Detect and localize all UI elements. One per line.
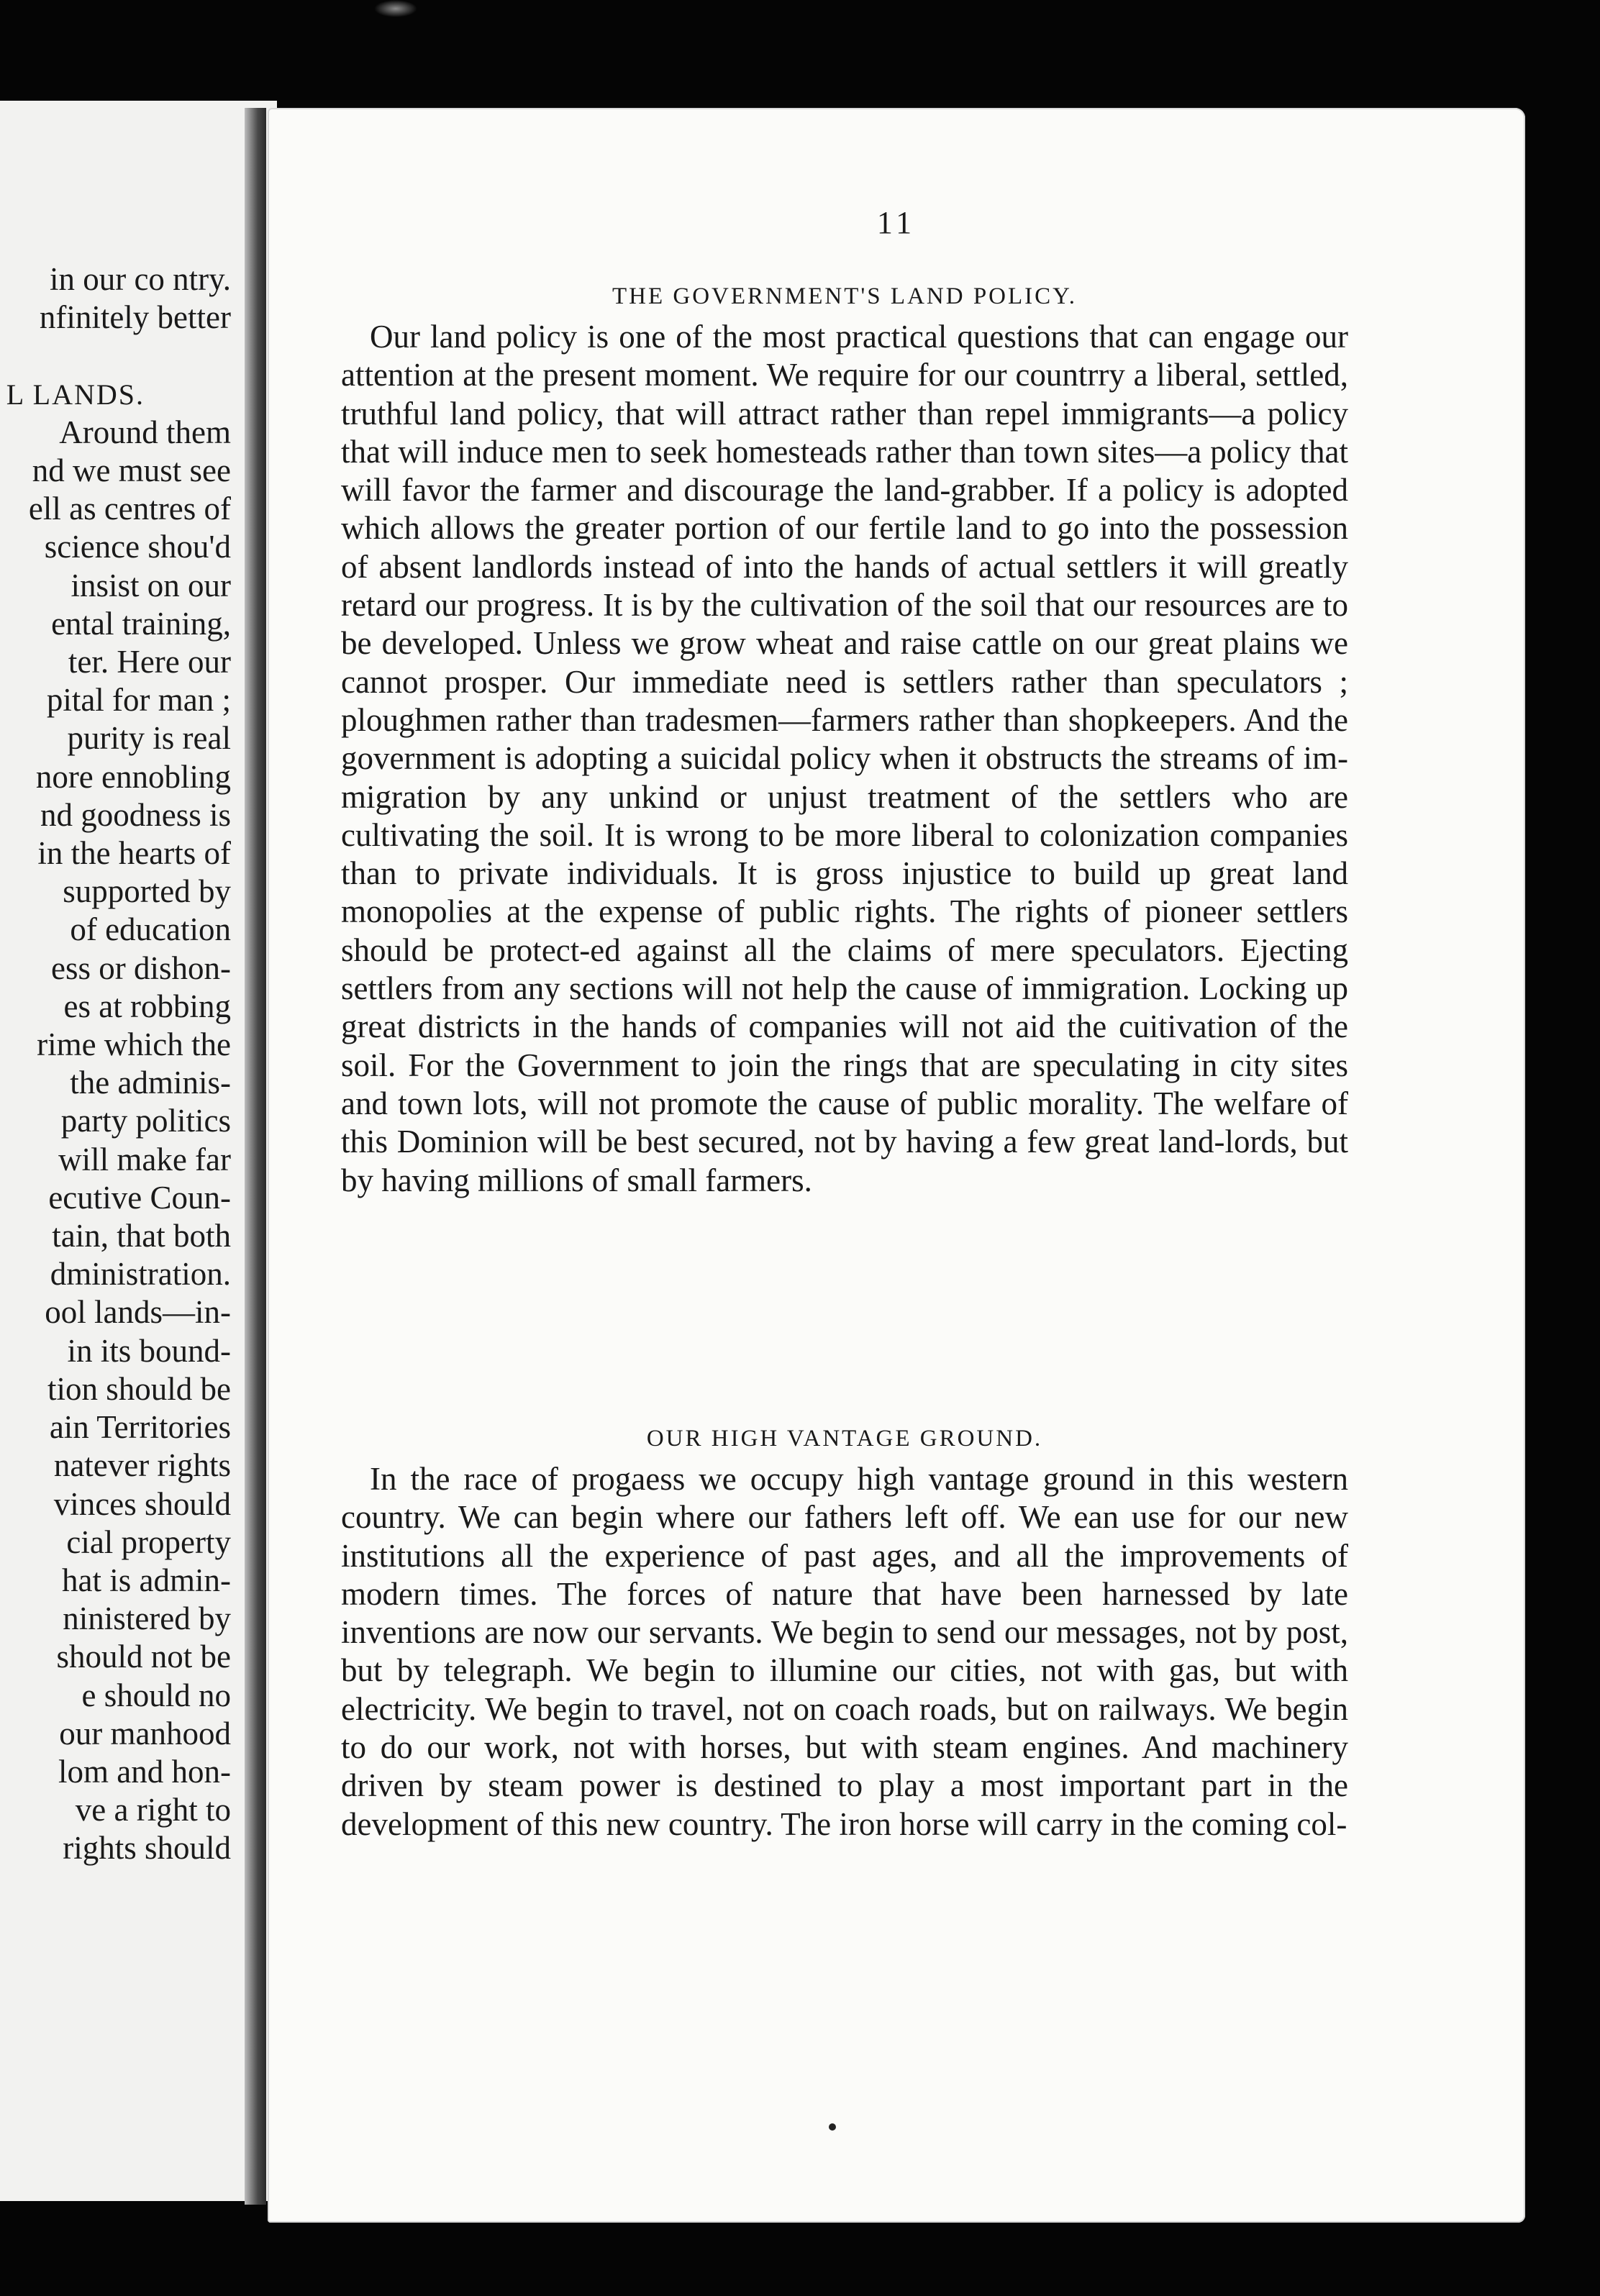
- paragraph: Our land policy is one of the most practical questions that can engage our attention at the present moment. We require for our countrry a liberal, settled, truthful land policy, that will attract rather than repel immigrants—a policy that will induce men to seek homesteads rather than town sites—a policy that will favor the farmer and discourage the land-grabber. If a policy is adopted which allows the greater portion of our fertile land to go into the possession of absent landlords instead of into the hands of actual settlers it will greatly retard our progress. It is by the cultivation of the soil that our resources are to be developed. Unless we grow wheat and raise cattle on our great plains we cannot prosper. Our immediate need is settlers rather than speculators ; ploughmen rather than tradesmen—farmers rather than shopkeepers. And the government is adopting a suicidal policy when it obstructs the streams of im-migration by any unkind or unjust treatment of the settlers who are cultivating the soil. It is wrong to be more liberal to colonization companies than to private individuals. It is gross injustice to build up great land monopolies at the expense of public rights. The rights of pioneer settlers should be protect-ed against all the claims of mere speculators. Ejecting settlers from any sections will not help the cause of immigration. Locking up great districts in the hands of companies will not aid the cuitivation of the soil. For the Government to join the rings that are speculating in city sites and town lots, will not promote the cause of public morality. The welfare of this Dominion will be best secured, not by having a few great land-lords, but by having millions of small farmers.: [341, 319, 1348, 1198]
- left-page-text: [6, 260, 231, 1868]
- left-page-line: Around them: [59, 414, 231, 450]
- scan-smudge: [374, 0, 417, 17]
- page-number: 11: [876, 205, 917, 240]
- section-vantage-ground: [341, 1417, 1348, 1844]
- left-page-line: purity is real: [67, 720, 231, 757]
- section-land-policy: [341, 275, 1348, 1200]
- left-page-line: ental training,: [51, 605, 231, 642]
- left-page-line: in its bound-: [67, 1332, 231, 1369]
- left-page-line: nd goodness is: [40, 796, 231, 833]
- left-page-line: ool lands—in-: [45, 1294, 231, 1331]
- left-page-line: es at robbing: [63, 988, 231, 1024]
- left-page-line: our manhood: [59, 1715, 231, 1751]
- left-page-line: ell as centres of: [28, 491, 231, 527]
- right-page: [268, 108, 1525, 2223]
- left-page-line: L LANDS.: [6, 378, 145, 411]
- left-page-line: insist on our: [71, 567, 231, 603]
- left-page-line: e should no: [81, 1677, 231, 1713]
- left-page-line: rime which the: [37, 1026, 231, 1063]
- left-page-line: nore ennobling: [35, 758, 231, 795]
- left-page-line: nfinitely better: [39, 299, 231, 336]
- left-page-line: vinces should: [53, 1485, 231, 1522]
- left-page-line: ninistered by: [63, 1600, 231, 1637]
- section-title: THE GOVERNMENT'S LAND POLICY.: [612, 283, 1077, 309]
- left-page-line: in our co ntry.: [49, 261, 231, 297]
- left-page-line: hat is admin-: [62, 1562, 231, 1598]
- left-page-line: of education: [70, 911, 231, 948]
- left-page-line: tion should be: [47, 1370, 231, 1407]
- left-page-line: dministration.: [50, 1256, 231, 1293]
- left-page-line: should not be: [56, 1639, 231, 1675]
- section-title: OUR HIGH VANTAGE GROUND.: [646, 1426, 1043, 1452]
- left-page-line: ve a right to: [75, 1792, 231, 1828]
- left-page-line: party politics: [60, 1103, 231, 1139]
- left-page-line: ecutive Coun-: [48, 1179, 231, 1216]
- left-page-line: pital for man ;: [46, 682, 231, 719]
- left-page-line: ess or dishon-: [51, 949, 231, 986]
- page-mark: [829, 2123, 836, 2131]
- left-page-line: cial property: [66, 1523, 231, 1560]
- left-page-line: the adminis-: [70, 1065, 231, 1101]
- left-page-line: ain Territories: [49, 1409, 231, 1446]
- left-page-line: nd we must see: [32, 452, 231, 489]
- left-page-line: will make far: [58, 1141, 231, 1177]
- left-page-line: supported by: [63, 873, 231, 910]
- left-page-line: natever rights: [53, 1447, 231, 1484]
- left-page-line: rights should: [63, 1830, 231, 1867]
- left-page-line: lom and hon-: [58, 1753, 231, 1790]
- book-gutter: [245, 108, 266, 2205]
- left-page-line: [6, 337, 231, 375]
- left-page-line: in the hearts of: [37, 835, 231, 872]
- left-page-line: ter. Here our: [68, 644, 231, 680]
- paragraph: In the race of progaess we occupy high vantage ground in this western country. We can begin where our fathers left off. We ean use for our new institutions all the experience of past ages, and all the improvements of modern times. The forces of nature that have been harnessed by late inventions are now our servants. We begin to send our messages, not by post, but by telegraph. We begin to illumine our cities, not with gas, but with electricity. We begin to travel, not on coach roads, but on railways. We begin to do our work, not with horses, but with steam engines. And machinery driven by steam power is destined to play a most important part in the development of this new country. The iron horse will carry in the coming col-: [341, 1461, 1348, 1842]
- left-page: [0, 101, 277, 2201]
- left-page-line: science shou'd: [44, 529, 231, 565]
- left-page-line: tain, that both: [52, 1218, 231, 1254]
